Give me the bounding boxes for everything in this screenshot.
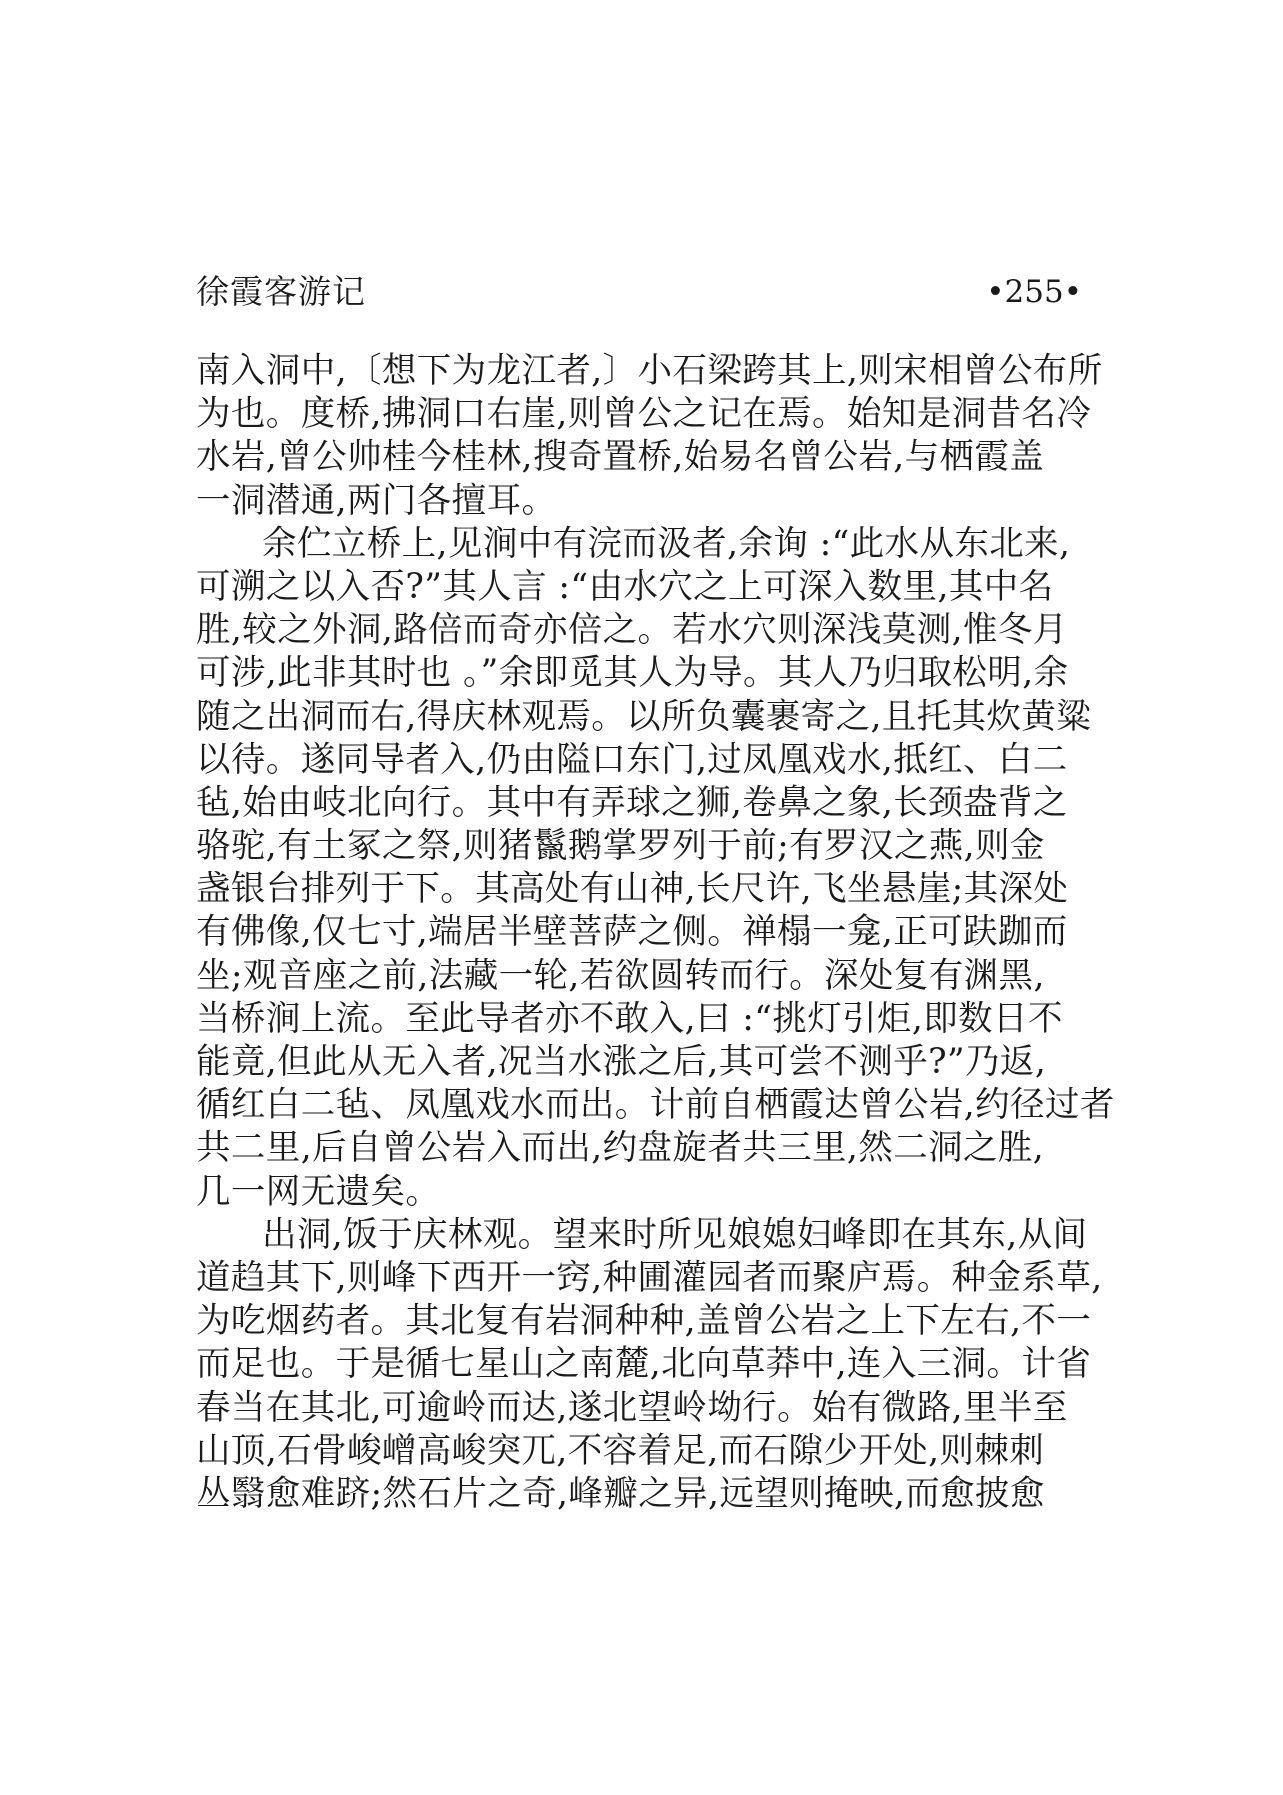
text-line: 几一网无遗矣。 xyxy=(196,1171,441,1212)
text-line: 道趋其下,则峰下西开一窍,种圃灌园者而聚庐焉。种金系草, xyxy=(196,1257,1103,1298)
text-line: 坐;观音座之前,法藏一轮,若欲圆转而行。深处复有渊黑, xyxy=(196,955,1045,996)
text-line: 可涉,此非其时也 。”余即觅其人为导。其人乃归取松明,余 xyxy=(196,653,1069,694)
text-line: 胜,较之外洞,路倍而奇亦倍之。若水穴则深浅莫测,惟冬月 xyxy=(196,610,1068,651)
text-line: 为也。度桥,拂洞口右崖,则曾公之记在焉。始知是洞昔名冷 xyxy=(196,394,1092,435)
text-line: 山顶,石骨峻嶒高峻突兀,不容着足,而石隙少开处,则棘刺 xyxy=(196,1430,1045,1471)
running-head xyxy=(196,268,1082,316)
text-line: 当桥涧上流。至此导者亦不敢入,曰 :“挑灯引炬,即数日不 xyxy=(196,998,1063,1039)
text-line: 春当在其北,可逾岭而达,遂北望岭坳行。始有微路,里半至 xyxy=(196,1387,1068,1428)
text-line: 南入洞中,〔想下为龙江者,〕小石梁跨其上,则宋相曾公布所 xyxy=(196,351,1103,391)
text-line: 能竟,但此从无入者,况当水涨之后,其可尝不测乎?”乃返, xyxy=(196,1042,1047,1082)
text-line: 共二里,后自曾公岩入而出,约盘旋者共三里,然二洞之胜, xyxy=(196,1128,1045,1169)
text-line: 盏银台排列于下。其高处有山神,长尺许,飞坐悬崖;其深处 xyxy=(196,869,1069,910)
text-line: 可溯之以入否?”其人言 :“由水穴之上可深入数里,其中名 xyxy=(196,566,1054,607)
text-line: 毡,始由岐北向行。其中有弄球之狮,卷鼻之象,长颈盎背之 xyxy=(196,782,1068,823)
text-line: 循红白二毡、凤凰戏水而出。计前自栖霞达曾公岩,约径过者 xyxy=(196,1085,1115,1126)
text-line: 为吃烟药者。其北复有岩洞种种,盖曾公岩之上下左右,不一 xyxy=(196,1301,1092,1342)
text-line: 有佛像,仅七寸,端居半壁菩萨之侧。禅榻一龛,正可趺跏而 xyxy=(196,912,1068,953)
book-title: 徐霞客游记 xyxy=(196,272,366,311)
text-line: 而足也。于是循七星山之南麓,北向草莽中,连入三洞。计省 xyxy=(196,1344,1092,1385)
text-line: 丛翳愈难跻;然石片之奇,峰瓣之异,远望则掩映,而愈披愈 xyxy=(196,1473,1045,1514)
text-line: 以待。遂同导者入,仍由隘口东门,过凤凰戏水,抵红、白二 xyxy=(196,739,1068,780)
text-line: 一洞潜通,两门各擅耳。 xyxy=(196,480,557,521)
text-line: 随之出洞而右,得庆林观焉。以所负囊裹寄之,且托其炊黄粱 xyxy=(196,696,1092,737)
text-line: 出洞,饭于庆林观。望来时所见娘媳妇峰即在其东,从间 xyxy=(262,1214,1088,1255)
text-line: 骆驼,有土冢之祭,则猪鬣鹅掌罗列于前;有罗汉之燕,则金 xyxy=(196,826,1045,867)
page-number: •255• xyxy=(986,274,1082,310)
text-line: 水岩,曾公帅桂今桂林,搜奇置桥,始易名曾公岩,与栖霞盖 xyxy=(196,437,1045,478)
text-line: 余伫立桥上,见涧中有浣而汲者,余询 :“此水从东北来, xyxy=(262,523,1071,564)
body-text xyxy=(196,350,1126,1516)
